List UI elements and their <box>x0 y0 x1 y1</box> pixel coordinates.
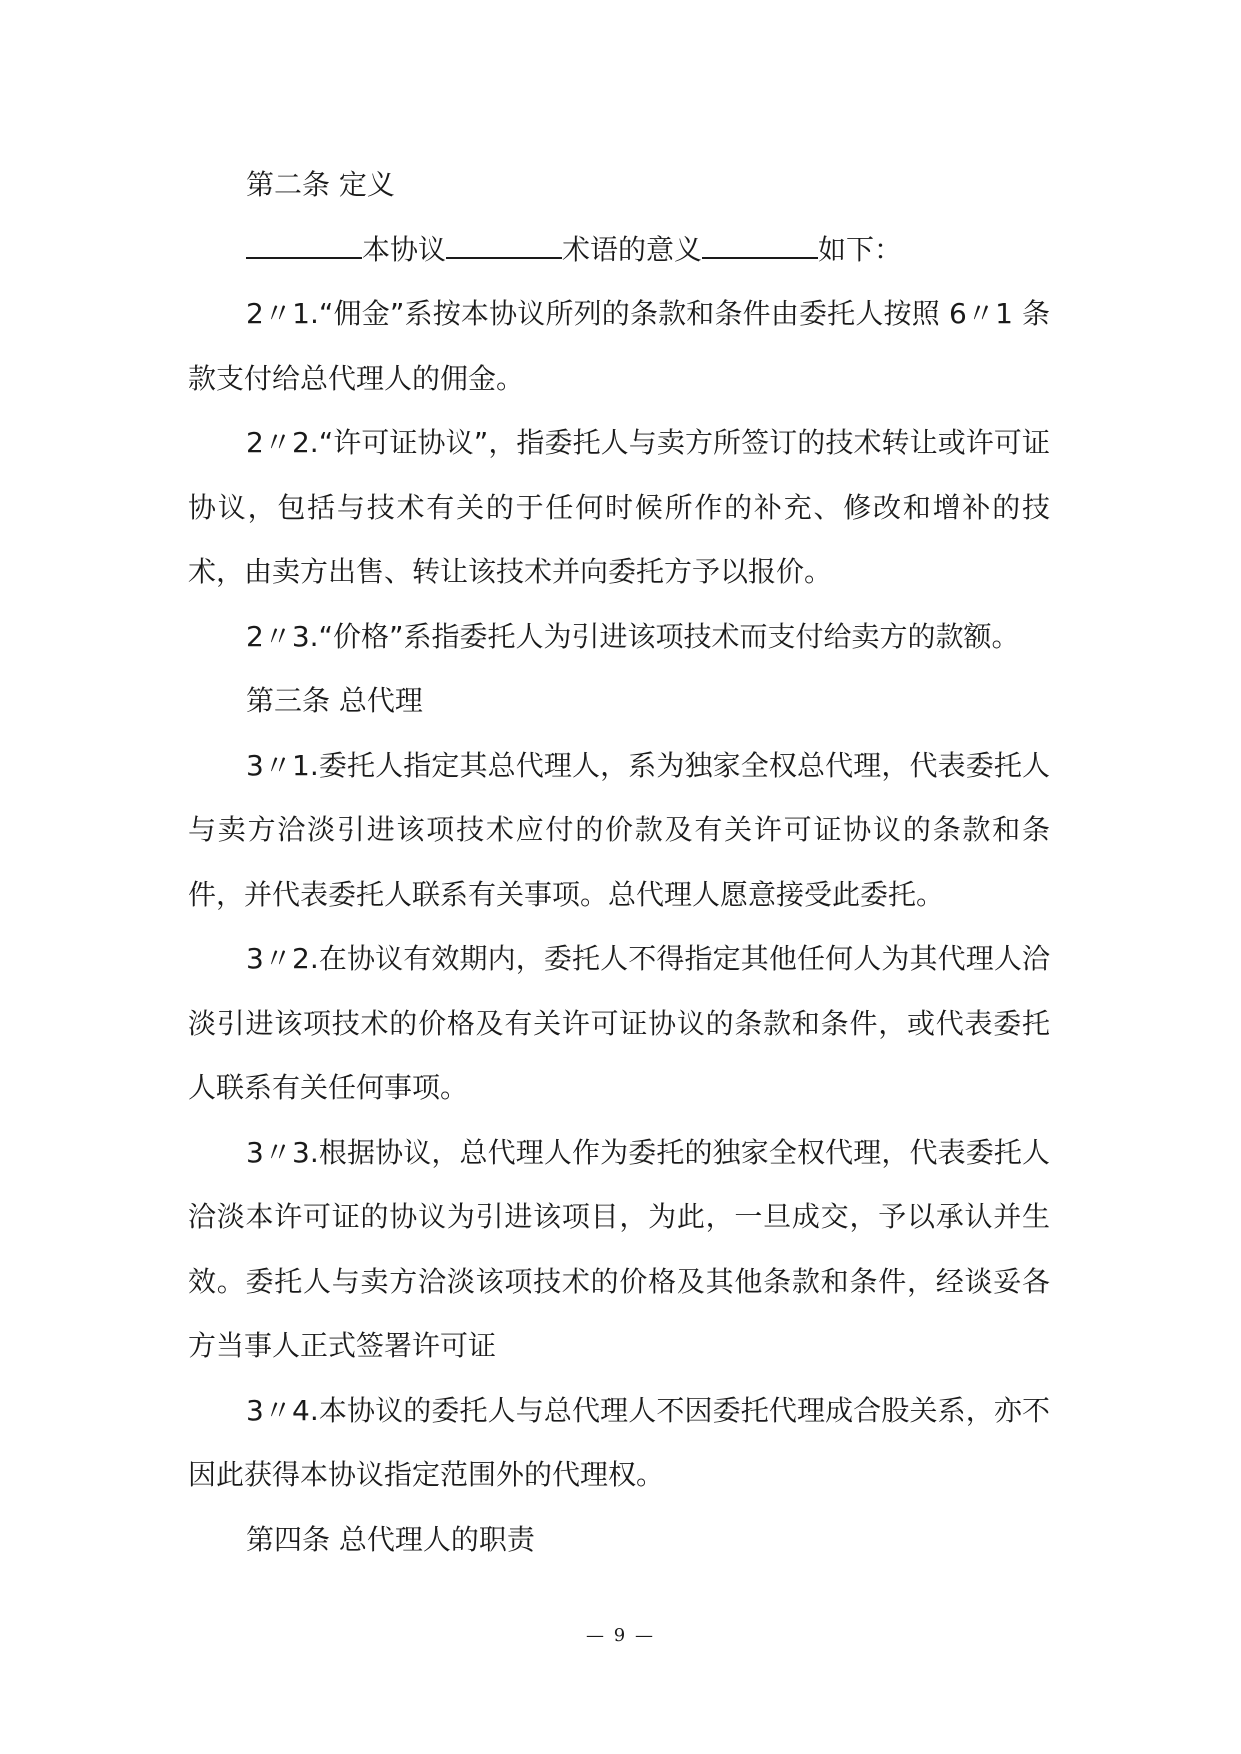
clause-3-4: 3〃4.本协议的委托人与总代理人不因委托代理成合股关系，亦不因此获得本协议指定范围外的代理权。 <box>188 1393 1050 1491</box>
article-3-heading: 第三条 总代理 <box>246 684 423 717</box>
clause-2-1: 2〃1.“佣金”系按本协议所列的条款和条件由委托人按照 6〃1 条款支付给总代理人的佣金。 <box>188 297 1050 395</box>
definition-intro-text-3: 如下： <box>818 232 903 266</box>
clause-3-1: 3〃1.委托人指定其总代理人，系为独家全权总代理，代表委托人与卖方洽淡引进该项技术应付的价款及有关许可证协议的条款和条件，并代表委托人联系有关事项。总代理人愿意接受此委托。 <box>188 748 1050 911</box>
clause-2-3: 2〃3.“价格”系指委托人为引进该项技术而支付给卖方的款额。 <box>246 619 1020 653</box>
page-number: — 9 — <box>586 1625 655 1646</box>
fill-in-blank <box>702 235 818 259</box>
definition-intro-text-2: 术语的意义 <box>562 232 703 266</box>
clause-2-2: 2〃2.“许可证协议”，指委托人与卖方所签订的技术转让或许可证协议，包括与技术有关的于任何时候所作的补充、修改和增补的技术，由卖方出售、转让该技术并向委托方予以报价。 <box>188 426 1050 588</box>
clause-3-2: 3〃2.在协议有效期内，委托人不得指定其他任何人为其代理人洽淡引进该项技术的价格及有关许可证协议的条款和条件，或代表委托人联系有关任何事项。 <box>188 942 1050 1104</box>
article-2-heading: 第二条 定义 <box>246 168 395 201</box>
fill-in-blank <box>246 235 362 259</box>
fill-in-blank <box>446 235 562 259</box>
article-4-heading: 第四条 总代理人的职责 <box>246 1522 535 1556</box>
definition-intro-line <box>188 218 1050 283</box>
document-body <box>188 153 1050 1572</box>
clause-3-3: 3〃3.根据协议，总代理人作为委托的独家全权代理，代表委托人洽淡本许可证的协议为引进该项目，为此，一旦成交，予以承认并生效。委托人与卖方洽淡该项技术的价格及其他条款和条件，经谈妥各方当事人正式签署许可证 <box>188 1135 1050 1362</box>
definition-intro-text-1: 本协议 <box>362 232 447 266</box>
